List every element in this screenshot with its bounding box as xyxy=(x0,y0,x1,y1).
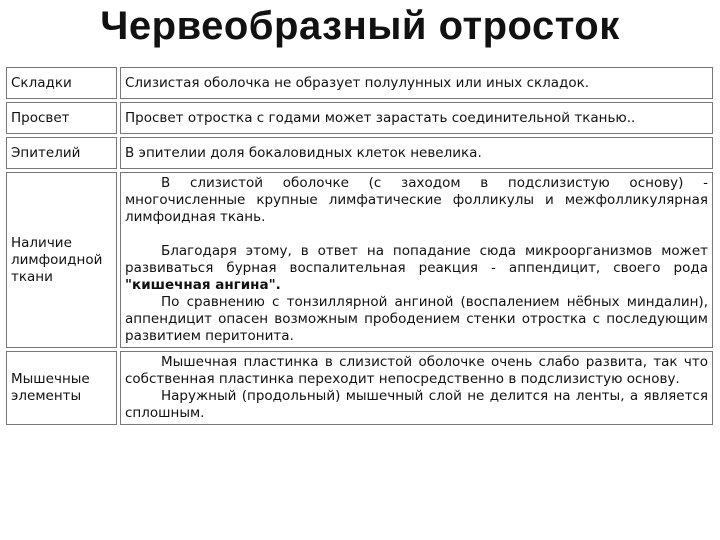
table-row-lumen xyxy=(6,102,713,134)
lymphoid-paragraph-3: По сравнению с тонзиллярной ангиной (воспалением нёбных миндалин), аппендицит опасен возможным прободением стенки отростка с последующим развитием перитонита. xyxy=(125,294,708,344)
row-label-lymphoid: Наличие лимфоидной ткани xyxy=(6,172,117,348)
lymphoid-paragraph-2-text: Благодаря этому, в ответ на попадание сюда микроорганизмов может развиваться бурная воспалительная реакция - аппендицит, своего рода xyxy=(125,243,708,276)
row-label-epithelium: Эпителий xyxy=(6,137,117,169)
row-text-folds: Слизистая оболочка не образует полулунных или иных складок. xyxy=(120,67,713,99)
row-text-epithelium: В эпителии доля бокаловидных клеток невелика. xyxy=(120,137,713,169)
slide-title: Червеобразный отросток xyxy=(100,4,620,48)
comparison-table xyxy=(3,64,716,428)
row-text-muscle xyxy=(120,351,713,425)
lymphoid-paragraph-2 xyxy=(125,243,708,294)
row-label-muscle: Мышечные элементы xyxy=(6,351,117,425)
lymphoid-paragraph-2-bold: "кишечная ангина". xyxy=(125,277,281,293)
table-row-epithelium xyxy=(6,137,713,169)
row-text-lumen: Просвет отростка с годами может зарастать соединительной тканью.. xyxy=(120,102,713,134)
row-text-lymphoid xyxy=(120,172,713,348)
table-row-folds xyxy=(6,67,713,99)
lymphoid-paragraph-1: В слизистой оболочке (с заходом в подслизистую основу) - многочисленные крупные лимфатические фолликулы и межфолликулярная лимфоидная ткань. xyxy=(125,175,708,225)
muscle-paragraph-2: Наружный (продольный) мышечный слой не делится на ленты, а является сплошным. xyxy=(125,388,708,421)
row-label-lumen: Просвет xyxy=(6,102,117,134)
table-row-muscle xyxy=(6,351,713,425)
row-label-folds: Складки xyxy=(6,67,117,99)
muscle-paragraph-1: Мышечная пластинка в слизистой оболочке очень слабо развита, так что собственная пластинка переходит непосредственно в подслизистую основу. xyxy=(125,354,708,387)
table-row-lymphoid xyxy=(6,172,713,348)
